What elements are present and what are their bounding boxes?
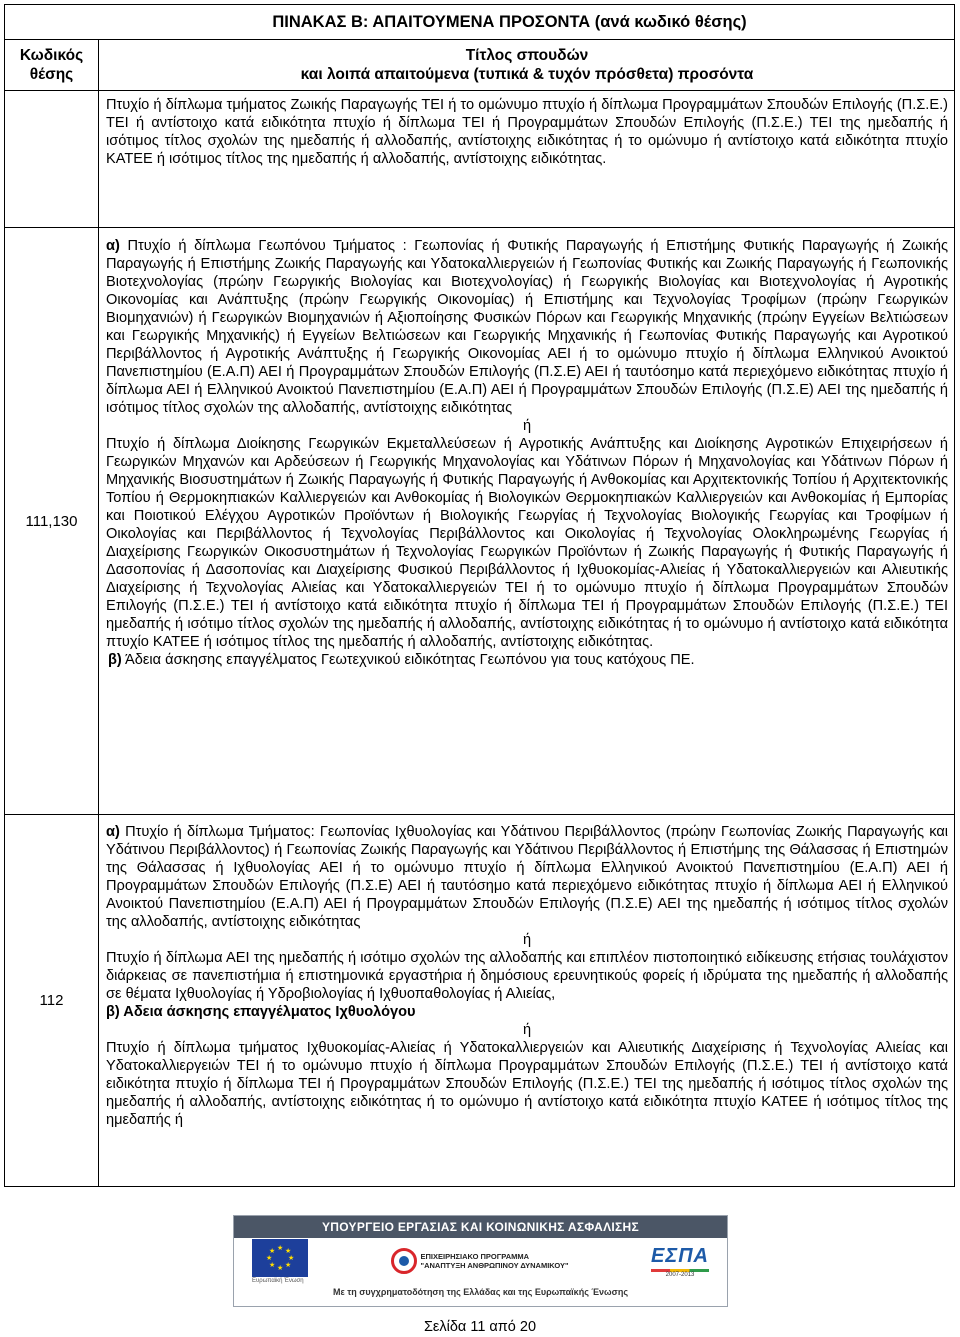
position-code-cell: 112 [5, 815, 99, 1186]
title-column-header [99, 40, 954, 90]
requirement-b [106, 651, 948, 669]
title-header-line1: Τίτλος σπουδών [465, 47, 589, 64]
or-separator: ή [522, 932, 532, 948]
position-code-cell [5, 91, 99, 227]
table-header-row [5, 40, 954, 91]
position-code-cell: 111,130 [5, 228, 99, 814]
requirements-cell [99, 228, 954, 814]
espa-years: 2007-2013 [665, 1271, 695, 1278]
or-separator: ή [522, 418, 532, 434]
programme-line2: "ΑΝΑΠΤΥΞΗ ΑΝΘΡΩΠΙΝΟΥ ΔΥΝΑΜΙΚΟΥ" [420, 1261, 569, 1270]
requirements-cell [99, 815, 954, 1186]
programme-line1: ΕΠΙΧΕΙΡΗΣΙΑΚΟ ΠΡΟΓΡΑΜΜΑ [420, 1252, 530, 1261]
eu-flag-icon: ★ ★ ★ ★ ★ ★ ★ ★ [252, 1239, 308, 1277]
requirement-b-text: Άδεια άσκησης επαγγέλματος Γεωτεχνικού ειδικότητας Γεωπόνου για τους κατόχους ΠΕ. [125, 652, 695, 668]
requirement-alt-text: Πτυχίο ή δίπλωμα Διοίκησης Γεωργικών Εκμεταλλεύσεων ή Αγροτικής Ανάπτυξης και Διοίκησης Αγροτικών Επιχειρήσεων ή Γεωργικών Μηχανών και Αρδεύσεων ή Γεωργικής Μηχανολογίας και Υδάτινων Πόρων ή Μηχανολογίας και Υδάτινων Πόρων ή Μηχανικής Βιοσυστημάτων ή Ζωικής Παραγωγής ή Φυτικής Παραγωγής ή Ανθοκομίας και Αρχιτεκτονικής Τοπίου ή Αρχιτεκτονικής Τοπίου ή Θερμοκηπιακών Καλλιεργειών και Ανθοκομίας ή Βιολογικών Θερμοκηπιακών Καλλιεργειών και Ανθοκομίας ή Εμπορίας και Ποιοτικού Ελέγχου Αγροτικών Προϊόντων ή Βιολογικής Γεωργίας ή Τεχνολογίας Βιολογικής Γεωργίας και Τροφίμων ή Οικολογίας και Περιβάλλοντος ή Τεχνολογίας Περιβάλλοντος και Οικολογίας ή Τεχνολογίας Ολοκληρωμένης Γεωργίας ή Διαχείρισης Γεωργικών Οικοσυστημάτων ή Τεχνολογίας Γεωργικών Προϊόντων ή Ζωικής Παραγωγής ή Φυτικής Παραγωγής ή Δασοπονίας ή Δασοπονίας και Διαχείρισης Φυσικού Περιβάλλοντος ή Ιχθυοκομίας-Αλιείας ή Υδατοκαλλιεργειών και Αλιευτικής Διαχείρισης ή Τεχνολογίας Αλιείας και Υδατοκαλλιεργειών ΤΕΙ ή το ομώνυμο πτυχίο ή δίπλωμα Προγραμμάτων Σπουδών Επιλογής (Π.Σ.Ε.) ΤΕΙ ή αντίστοιχο κατά ειδικότητα πτυχίο ή δίπλωμα ΤΕΙ ή Προγραμμάτων Σπουδών Επιλογής (Π.Σ.Ε.) ΤΕΙ ημεδαπής ή ισότιμο τίτλος σχολών της ημεδαπής ή αλλοδαπής, αντίστοιχης ειδικότητας ή το ομώνυμο ή αντίστοιχο κατά ειδικότητα πτυχίο ΚΑΤΕΕ ή ισότιμος τίτλος της ημεδαπής ή αλλοδαπής, αντίστοιχης ειδικότητας. [106, 436, 948, 650]
table-row [5, 91, 954, 228]
ministry-header: ΥΠΟΥΡΓΕΙΟ ΕΡΓΑΣΙΑΣ ΚΑΙ ΚΟΙΝΩΝΙΚΗΣ ΑΣΦΑΛΙΣΗΣ [234, 1216, 727, 1238]
table-row [5, 228, 954, 815]
requirement-a-text: Πτυχίο ή δίπλωμα Γεωπόνου Τμήματος : Γεωπονίας ή Φυτικής Παραγωγής ή Επιστήμης Φυτικής Παραγωγής ή Ζωικής Παραγωγής ή Επιστήμης Ζωικής Παραγωγής και Υδατοκαλλιεργειών ή Γεωπονίας Φυτικής και Ζωικής Παραγωγής ή Γεωπονικής Βιοτεχνολογίας (πρώην Γεωργικής Βιολογίας και Βιοτεχνολογίας) ή Γεωργικής Βιολογίας και Βιοτεχνολογίας ή Αγροτικής Οικονομίας και Ανάπτυξης (πρώην Γεωργικής Οικονομίας) ή Επιστήμης και Τεχνολογίας Τροφίμων (πρώην Γεωργικών Βιομηχανιών) ή Γεωργικών Βιομηχανιών ή Αξιοποίησης Φυσικών Πόρων και Γεωργικής Μηχανικής (πρώην Εγγείων Βελτιώσεων και Γεωργικής Μηχανικής) ή Εγγείων Βελτιώσεων και Γεωργικής Μηχανικής ή Γεωπονίας Φυτικής Παραγωγής και Αγροτικού Περιβάλλοντος ή Αγροτικής Ανάπτυξης ή Γεωργικής Οικονομίας ΑΕΙ ή το ομώνυμο πτυχίο ή δίπλωμα Ελληνικού Ανοικτού Πανεπιστημίου (Ε.Α.Π) ΑΕΙ ή Προγραμμάτων Σπουδών Επιλογής (Π.Σ.Ε) ΑΕΙ ή ταυτόσημο κατά περιεχόμενο ειδικότητας πτυχίο ή δίπλωμα ΑΕΙ ή Ελληνικού Ανοικτού Πανεπιστημίου (Ε.Α.Π) ΑΕΙ ή Προγραμμάτων Σπουδών Επιλογής (Π.Σ.Ε) ΑΕΙ της ημεδαπής ή ισότιμος τίτλος σχολών της αλλοδαπής, αντίστοιχης ειδικότητας [106, 238, 949, 416]
espa-wordmark: ΕΣΠΑ [651, 1244, 709, 1267]
table-title-row [5, 5, 954, 40]
title-header-line2: και λοιπά απαιτούμενα (τυπικά & τυχόν πρόσθετα) προσόντα [300, 66, 754, 83]
requirement-a-label: α) [106, 238, 120, 254]
requirement-a-label: α) [106, 824, 120, 840]
requirements-cell [99, 91, 954, 227]
operational-programme-logo [391, 1248, 569, 1274]
eu-caption: Ευρωπαϊκή Ένωση [252, 1277, 304, 1284]
table-row [5, 815, 954, 1186]
code-column-header: Κωδικός θέσης [5, 40, 99, 90]
programme-emblem-icon [391, 1248, 417, 1274]
or-separator: ή [522, 1022, 532, 1038]
requirement-a [106, 237, 948, 417]
logos-strip [234, 1238, 727, 1284]
table-title: ΠΙΝΑΚΑΣ Β: ΑΠΑΙΤΟΥΜΕΝΑ ΠΡΟΣΟΝΤΑ (ανά κωδικό θέσης) [272, 12, 747, 31]
page-number: Σελίδα 11 από 20 [423, 1319, 537, 1335]
qualifications-table [4, 4, 955, 1187]
funding-banner [233, 1215, 728, 1307]
requirements-text: Πτυχίο ή δίπλωμα τμήματος Ζωικής Παραγωγής ΤΕΙ ή το ομώνυμο πτυχίο ή δίπλωμα Προγραμμάτων Σπουδών Επιλογής (Π.Σ.Ε.) ΤΕΙ ή αντίστοιχο κατά ειδικότητα πτυχίο ή δίπλωμα ΤΕΙ ή Προγραμμάτων Σπουδών Επιλογής (Π.Σ.Ε.) ΤΕΙ της ημεδαπής ή ισότιμος τίτλος σχολών της ημεδαπής ή αλλοδαπής, αντίστοιχης ειδικότητας ή το ομώνυμο ή αντίστοιχο κατά ειδικότητα πτυχίο ΚΑΤΕΕ ή ισότιμος τίτλος της ημεδαπής ή αλλοδαπής, αντίστοιχης ειδικότητας. [106, 97, 948, 167]
requirement-b-text: β) Αδεια άσκησης επαγγέλματος Ιχθυολόγου [106, 1004, 416, 1020]
eu-logo [252, 1239, 308, 1284]
espa-logo [651, 1245, 709, 1278]
requirement-alt-text: Πτυχίο ή δίπλωμα τμήματος Ιχθυοκομίας-Αλιείας ή Υδατοκαλλιεργειών και Αλιευτικής Διαχείρισης ή Τεχνολογίας Αλιείας και Υδατοκαλλιεργειών ΤΕΙ ή το ομώνυμο πτυχίο ή δίπλωμα Προγραμμάτων Σπουδών Επιλογής (Π.Σ.Ε.) ΤΕΙ ή αντίστοιχο κατά ειδικότητα πτυχίο ή δίπλωμα ΤΕΙ ή Προγραμμάτων Σπουδών Επιλογής (Π.Σ.Ε.) ΤΕΙ της ημεδαπής ή ισότιμος τίτλος σχολών της ημεδαπής ή αλλοδαπής, αντίστοιχης ειδικότητας ή το ομώνυμο ή αντίστοιχο κατά ειδικότητα πτυχίο ΚΑΤΕΕ ή ισότιμος τίτλος της ημεδαπής ή [106, 1040, 948, 1128]
requirement-a-text: Πτυχίο ή δίπλωμα Τμήματος: Γεωπονίας Ιχθυολογίας και Υδάτινου Περιβάλλοντος (πρώην Γεωπονίας Ζωικής Παραγωγής και Υδάτινου Περιβάλλοντος) ή Γεωπονίας Ζωικής Παραγωγής και Υδάτινου Περιβάλλοντος ή Επιστήμης της Θάλασσας ή Επιστημών της Θάλασσας ή Ιχθυολογίας ΑΕΙ ή το ομώνυμο πτυχίο ή δίπλωμα Ελληνικού Ανοικτού Πανεπιστημίου (Ε.Α.Π) ΑΕΙ ή Προγραμμάτων Σπουδών Επιλογής (Π.Σ.Ε) ΑΕΙ ή ταυτόσημο κατά περιεχόμενο ειδικότητας πτυχίο ή δίπλωμα ΑΕΙ ή Ελληνικού Ανοικτού Πανεπιστημίου (Ε.Α.Π) ΑΕΙ ή Προγραμμάτων Σπουδών Επιλογής (Π.Σ.Ε) ΑΕΙ της ημεδαπής ή ισότιμος τίτλος σχολών της αλλοδαπής, αντίστοιχης ειδικότητας [106, 824, 948, 930]
requirement-alt-text: Πτυχίο ή δίπλωμα ΑΕΙ της ημεδαπής ή ισότιμο σχολών της αλλοδαπής και επιπλέον πιστοποιητικό ειδίκευσης ετήσιας τουλάχιστον διάρκειας σε πανεπιστήμια ή επιστημονικά εργαστήρια ή δημόσιους ερευνητικούς φορείς ή ιδρύματα της ημεδαπής ή αλλοδαπής σε θέματα Ιχθυολογίας ή Υδροβιολογίας ή Ιχθυοπαθολογίας ή Αλιείας, [106, 950, 948, 1002]
requirement-b-label: β) [108, 652, 122, 668]
requirement-a [106, 823, 948, 931]
cofunding-text: Με τη συγχρηματοδότηση της Ελλάδας και της Ευρωπαϊκής Ένωσης [332, 1287, 628, 1297]
